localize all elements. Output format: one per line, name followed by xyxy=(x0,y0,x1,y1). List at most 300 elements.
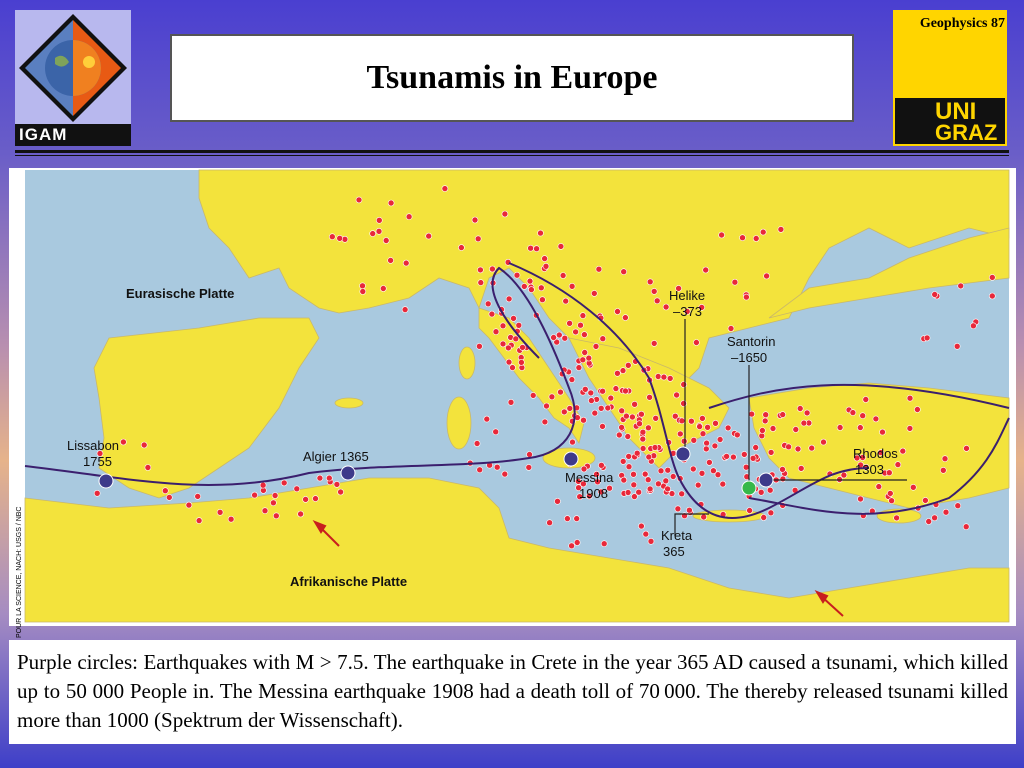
earthquake-dot xyxy=(690,466,696,472)
event-lissabon-place: Lissabon xyxy=(67,438,120,453)
event-helike-place: Helike xyxy=(669,288,706,303)
earthquake-dot xyxy=(858,496,864,502)
earthquake-dot xyxy=(989,293,995,299)
earthquake-dot xyxy=(506,359,512,365)
earthquake-dot xyxy=(576,365,582,371)
earthquake-dot xyxy=(558,389,564,395)
tsunami-map xyxy=(9,168,1016,626)
earthquake-dot xyxy=(591,290,597,296)
earthquake-dot xyxy=(681,438,687,444)
earthquake-dot xyxy=(768,510,774,516)
earthquake-dot xyxy=(970,323,976,329)
quake-marker-lissabon xyxy=(99,474,113,488)
earthquake-dot xyxy=(741,451,747,457)
earthquake-dot xyxy=(477,467,483,473)
earthquake-dot xyxy=(958,283,964,289)
earthquake-dot xyxy=(593,343,599,349)
earthquake-dot xyxy=(582,386,588,392)
earthquake-dot xyxy=(543,263,549,269)
globe-sun-icon xyxy=(15,10,131,126)
earthquake-dot xyxy=(681,401,687,407)
earthquake-dot xyxy=(647,394,653,400)
earthquake-dot xyxy=(561,409,567,415)
quake-marker-algier xyxy=(341,466,355,480)
earthquake-dot xyxy=(406,214,412,220)
earthquake-dot xyxy=(600,336,606,342)
earthquake-dot xyxy=(679,491,685,497)
earthquake-dot xyxy=(762,418,768,424)
earthquake-dot xyxy=(186,502,192,508)
earthquake-dot xyxy=(360,289,366,295)
earthquake-dot xyxy=(663,304,669,310)
earthquake-dot xyxy=(626,453,632,459)
earthquake-dot xyxy=(542,256,548,262)
earthquake-dot xyxy=(743,294,749,300)
earthquake-dot xyxy=(573,329,579,335)
earthquake-dot xyxy=(701,514,707,520)
earthquake-dot xyxy=(592,410,598,416)
earthquake-dot xyxy=(647,486,653,492)
earthquake-dot xyxy=(706,459,712,465)
earthquake-dot xyxy=(360,283,366,289)
earthquake-dot xyxy=(651,288,657,294)
earthquake-dot xyxy=(768,449,774,455)
earthquake-dot xyxy=(747,508,753,514)
earthquake-dot xyxy=(665,467,671,473)
plate-label-african: Afrikanische Platte xyxy=(290,574,408,589)
earthquake-dot xyxy=(653,415,659,421)
earthquake-dot xyxy=(780,412,786,418)
earthquake-dot xyxy=(695,482,701,488)
earthquake-dot xyxy=(598,462,604,468)
earthquake-dot xyxy=(578,322,584,328)
earthquake-dot xyxy=(710,468,716,474)
earthquake-dot xyxy=(763,412,769,418)
earthquake-dot xyxy=(643,531,649,537)
uni-graz-logo xyxy=(893,10,1007,146)
earthquake-dot xyxy=(713,420,719,426)
earthquake-dot xyxy=(520,344,526,350)
event-algier: Algier 1365 xyxy=(303,449,369,464)
earthquake-dot xyxy=(850,410,856,416)
earthquake-dot xyxy=(670,474,676,480)
earthquake-dot xyxy=(527,278,533,284)
earthquake-dot xyxy=(863,397,869,403)
igam-logo-text: IGAM xyxy=(15,124,131,146)
earthquake-dot xyxy=(876,484,882,490)
earthquake-dot xyxy=(688,418,694,424)
earthquake-dot xyxy=(719,232,725,238)
earthquake-dot xyxy=(556,332,562,338)
earthquake-dot xyxy=(889,498,895,504)
land-corsica xyxy=(459,347,475,379)
uni-graz-line1: UNI xyxy=(935,98,977,125)
earthquake-dot xyxy=(600,388,606,394)
earthquake-dot xyxy=(588,398,594,404)
earthquake-dot xyxy=(551,335,557,341)
earthquake-dot xyxy=(569,377,575,383)
earthquake-dot xyxy=(758,489,764,495)
earthquake-dot xyxy=(505,345,511,351)
earthquake-dot xyxy=(596,266,602,272)
earthquake-dot xyxy=(778,226,784,232)
land-sardinia xyxy=(447,397,471,449)
earthquake-dot xyxy=(484,416,490,422)
earthquake-dot xyxy=(648,538,654,544)
earthquake-dot xyxy=(894,515,900,521)
earthquake-dot xyxy=(588,390,594,396)
earthquake-dot xyxy=(549,394,555,400)
earthquake-dot xyxy=(442,186,448,192)
earthquake-dot xyxy=(720,481,726,487)
earthquake-dot xyxy=(797,406,803,412)
earthquake-dot xyxy=(642,471,648,477)
earthquake-dot xyxy=(638,523,644,529)
earthquake-dot xyxy=(567,405,573,411)
earthquake-dot xyxy=(563,298,569,304)
earthquake-dot xyxy=(388,257,394,263)
quake-marker-helike xyxy=(676,447,690,461)
earthquake-dot xyxy=(581,332,587,338)
earthquake-dot xyxy=(801,420,807,426)
earthquake-dot xyxy=(620,368,626,374)
earthquake-dot xyxy=(600,423,606,429)
earthquake-dot xyxy=(477,267,483,273)
event-helike-year: –373 xyxy=(673,304,702,319)
earthquake-dot xyxy=(647,279,653,285)
earthquake-dot xyxy=(943,509,949,515)
earthquake-dot xyxy=(697,424,703,430)
header-divider xyxy=(15,150,1009,153)
earthquake-dot xyxy=(679,418,685,424)
earthquake-dot xyxy=(625,490,631,496)
earthquake-dot xyxy=(631,471,637,477)
earthquake-dot xyxy=(544,403,550,409)
earthquake-dot xyxy=(703,446,709,452)
earthquake-dot xyxy=(562,335,568,341)
earthquake-dot xyxy=(581,417,587,423)
earthquake-dot xyxy=(383,238,389,244)
earthquake-dot xyxy=(645,477,651,483)
event-messina-place: Messina xyxy=(565,470,614,485)
earthquake-dot xyxy=(621,477,627,483)
earthquake-dot xyxy=(403,260,409,266)
earthquake-dot xyxy=(542,419,548,425)
earthquake-dot xyxy=(493,329,499,335)
earthquake-dot xyxy=(749,411,755,417)
earthquake-dot xyxy=(837,425,843,431)
earthquake-dot xyxy=(217,509,223,515)
earthquake-dot xyxy=(502,211,508,217)
earthquake-dot xyxy=(681,382,687,388)
earthquake-dot xyxy=(654,298,660,304)
earthquake-dot xyxy=(489,311,495,317)
earthquake-dot xyxy=(580,313,586,319)
earthquake-dot xyxy=(963,524,969,530)
earthquake-dot xyxy=(753,236,759,242)
earthquake-dot xyxy=(502,471,508,477)
earthquake-dot xyxy=(759,428,765,434)
earthquake-dot xyxy=(637,421,643,427)
earthquake-dot xyxy=(380,286,386,292)
earthquake-dot xyxy=(472,217,478,223)
earthquake-dot xyxy=(798,465,804,471)
earthquake-dot xyxy=(614,370,620,376)
earthquake-dot xyxy=(500,323,506,329)
slide-label: Geophysics 87 xyxy=(919,16,1005,31)
earthquake-dot xyxy=(732,279,738,285)
earthquake-dot xyxy=(886,470,892,476)
earthquake-dot xyxy=(661,374,667,380)
earthquake-dot xyxy=(640,436,646,442)
earthquake-dot xyxy=(570,439,576,445)
earthquake-dot xyxy=(530,392,536,398)
earthquake-dot xyxy=(262,508,268,514)
earthquake-dot xyxy=(586,355,592,361)
earthquake-dot xyxy=(272,493,278,499)
earthquake-dot xyxy=(691,437,697,443)
earthquake-dot xyxy=(474,441,480,447)
earthquake-dot xyxy=(626,464,632,470)
earthquake-dot xyxy=(370,231,376,237)
earthquake-dot xyxy=(780,466,786,472)
earthquake-dot xyxy=(926,519,932,525)
earthquake-dot xyxy=(651,340,657,346)
earthquake-dot xyxy=(598,405,604,411)
earthquake-dot xyxy=(753,445,759,451)
earthquake-dot xyxy=(329,234,335,240)
earthquake-dot xyxy=(506,296,512,302)
earthquake-dot xyxy=(954,343,960,349)
earthquake-dot xyxy=(616,432,622,438)
earthquake-dot xyxy=(728,326,734,332)
earthquake-dot xyxy=(640,429,646,435)
earthquake-dot xyxy=(526,464,532,470)
earthquake-dot xyxy=(485,301,491,307)
earthquake-dot xyxy=(740,235,746,241)
event-santorin-place: Santorin xyxy=(727,334,776,349)
earthquake-dot xyxy=(547,520,553,526)
earthquake-dot xyxy=(704,440,710,446)
earthquake-dot xyxy=(196,518,202,524)
earthquake-dot xyxy=(493,429,499,435)
earthquake-dot xyxy=(539,297,545,303)
earthquake-dot xyxy=(388,200,394,206)
earthquake-dot xyxy=(699,470,705,476)
earthquake-dot xyxy=(326,475,332,481)
title-box xyxy=(170,34,854,122)
earthquake-dot xyxy=(514,272,520,278)
earthquake-dot xyxy=(511,315,517,321)
earthquake-dot xyxy=(145,465,151,471)
earthquake-dot xyxy=(402,307,408,313)
earthquake-dot xyxy=(625,362,631,368)
earthquake-dot xyxy=(655,374,661,380)
earthquake-dot xyxy=(623,413,629,419)
earthquake-dot xyxy=(534,246,540,252)
earthquake-dot xyxy=(658,468,664,474)
earthquake-dot xyxy=(582,350,588,356)
event-rhodos-place: Rhodos xyxy=(853,446,898,461)
volcano-marker-santorin xyxy=(742,481,756,495)
earthquake-dot xyxy=(273,513,279,519)
caption: Purple circles: Earthquakes with M > 7.5. The earthquake in Crete in the year 365 AD caused a tsunami, which killed up to 50 000 People in. The Messina earthquake 1908 had a death toll of 70 000. The thereby released tsunami killed more than 1000 (Spektrum der Wissenschaft). xyxy=(9,640,1016,744)
earthquake-dot xyxy=(699,415,705,421)
earthquake-dot xyxy=(760,229,766,235)
earthquake-dot xyxy=(334,481,340,487)
earthquake-dot xyxy=(786,444,792,450)
earthquake-dot xyxy=(646,454,652,460)
earthquake-dot xyxy=(528,245,534,251)
earthquake-dot xyxy=(294,486,300,492)
earthquake-dot xyxy=(580,357,586,363)
earthquake-dot xyxy=(620,458,626,464)
earthquake-dot xyxy=(303,496,309,502)
earthquake-dot xyxy=(313,496,319,502)
earthquake-dot xyxy=(663,478,669,484)
earthquake-dot xyxy=(675,506,681,512)
earthquake-dot xyxy=(955,503,961,509)
quake-marker-rhodos xyxy=(759,473,773,487)
earthquake-dot xyxy=(900,448,906,454)
earthquake-dot xyxy=(964,445,970,451)
earthquake-dot xyxy=(623,388,629,394)
event-kreta-year: 365 xyxy=(663,544,685,559)
earthquake-dot xyxy=(605,405,611,411)
earthquake-dot xyxy=(376,228,382,234)
earthquake-dot xyxy=(608,395,614,401)
earthquake-dot xyxy=(521,283,527,289)
earthquake-dot xyxy=(761,515,767,521)
earthquake-dot xyxy=(337,235,343,241)
earthquake-dot xyxy=(767,487,773,493)
earthquake-dot xyxy=(567,320,573,326)
header-divider-thin xyxy=(15,155,1009,156)
earthquake-dot xyxy=(615,309,621,315)
earthquake-dot xyxy=(712,443,718,449)
earthquake-dot xyxy=(270,500,276,506)
earthquake-dot xyxy=(764,273,770,279)
land-balearics xyxy=(335,398,363,408)
earthquake-dot xyxy=(730,454,736,460)
earthquake-dot xyxy=(625,434,631,440)
earthquake-dot xyxy=(750,455,756,461)
earthquake-dot xyxy=(631,482,637,488)
igam-logo xyxy=(15,10,131,146)
earthquake-dot xyxy=(793,427,799,433)
earthquake-dot xyxy=(734,432,740,438)
earthquake-dot xyxy=(622,315,628,321)
earthquake-dot xyxy=(636,489,642,495)
earthquake-dot xyxy=(907,395,913,401)
earthquake-dot xyxy=(494,464,500,470)
earthquake-dot xyxy=(770,426,776,432)
earthquake-dot xyxy=(895,462,901,468)
earthquake-dot xyxy=(376,217,382,223)
map-credit: POUR LA SCIENCE, NACH: USGS / NBC xyxy=(16,506,23,638)
earthquake-dot xyxy=(743,464,749,470)
earthquake-dot xyxy=(942,456,948,462)
earthquake-dot xyxy=(516,322,522,328)
earthquake-dot xyxy=(228,516,234,522)
earthquake-dot xyxy=(518,359,524,365)
earthquake-dot xyxy=(621,269,627,275)
event-messina-year: 1908 xyxy=(579,486,608,501)
earthquake-dot xyxy=(558,243,564,249)
earthquake-dot xyxy=(629,414,635,420)
earthquake-dot xyxy=(857,425,863,431)
uni-graz-line2: GRAZ xyxy=(935,120,998,145)
earthquake-dot xyxy=(667,375,673,381)
earthquake-dot xyxy=(922,497,928,503)
earthquake-dot xyxy=(705,424,711,430)
earthquake-dot xyxy=(619,408,625,414)
earthquake-dot xyxy=(475,236,481,242)
earthquake-dot xyxy=(560,273,566,279)
earthquake-dot xyxy=(94,490,100,496)
earthquake-dot xyxy=(338,489,344,495)
event-lissabon-year: 1755 xyxy=(83,454,112,469)
earthquake-dot xyxy=(674,392,680,398)
event-kreta-place: Kreta xyxy=(661,528,693,543)
earthquake-dot xyxy=(724,453,730,459)
earthquake-dot xyxy=(574,516,580,522)
event-rhodos-year: 1303 xyxy=(855,462,884,477)
earthquake-dot xyxy=(162,488,168,494)
earthquake-dot xyxy=(652,445,658,451)
earthquake-dot xyxy=(574,540,580,546)
earthquake-dot xyxy=(907,425,913,431)
event-santorin-year: –1650 xyxy=(731,350,768,365)
quake-marker-messina xyxy=(564,452,578,466)
earthquake-dot xyxy=(252,492,258,498)
earthquake-dot xyxy=(528,287,534,293)
earthquake-dot xyxy=(910,484,916,490)
earthquake-dot xyxy=(527,452,533,458)
earthquake-dot xyxy=(619,424,625,430)
earthquake-dot xyxy=(665,486,671,492)
earthquake-dot xyxy=(510,365,516,371)
earthquake-dot xyxy=(281,480,287,486)
earthquake-dot xyxy=(632,401,638,407)
earthquake-dot xyxy=(476,343,482,349)
map-frame xyxy=(9,168,1016,638)
earthquake-dot xyxy=(640,446,646,452)
earthquake-dot xyxy=(717,437,723,443)
earthquake-dot xyxy=(880,429,886,435)
earthquake-dot xyxy=(260,482,266,488)
earthquake-dot xyxy=(780,476,786,482)
uni-graz-wordmark xyxy=(895,98,1005,144)
page-title: Tsunamis in Europe xyxy=(366,59,658,96)
earthquake-dot xyxy=(634,450,640,456)
earthquake-dot xyxy=(458,245,464,251)
earthquake-dot xyxy=(500,341,506,347)
earthquake-dot xyxy=(645,425,651,431)
earthquake-dot xyxy=(356,197,362,203)
earthquake-dot xyxy=(725,425,731,431)
earthquake-dot xyxy=(564,516,570,522)
earthquake-dot xyxy=(569,283,575,289)
earthquake-dot xyxy=(940,467,946,473)
earthquake-dot xyxy=(924,335,930,341)
earthquake-dot xyxy=(809,445,815,451)
earthquake-dot xyxy=(821,439,827,445)
earthquake-dot xyxy=(795,446,801,452)
earthquake-dot xyxy=(426,233,432,239)
earthquake-dot xyxy=(638,411,644,417)
earthquake-dot xyxy=(914,407,920,413)
